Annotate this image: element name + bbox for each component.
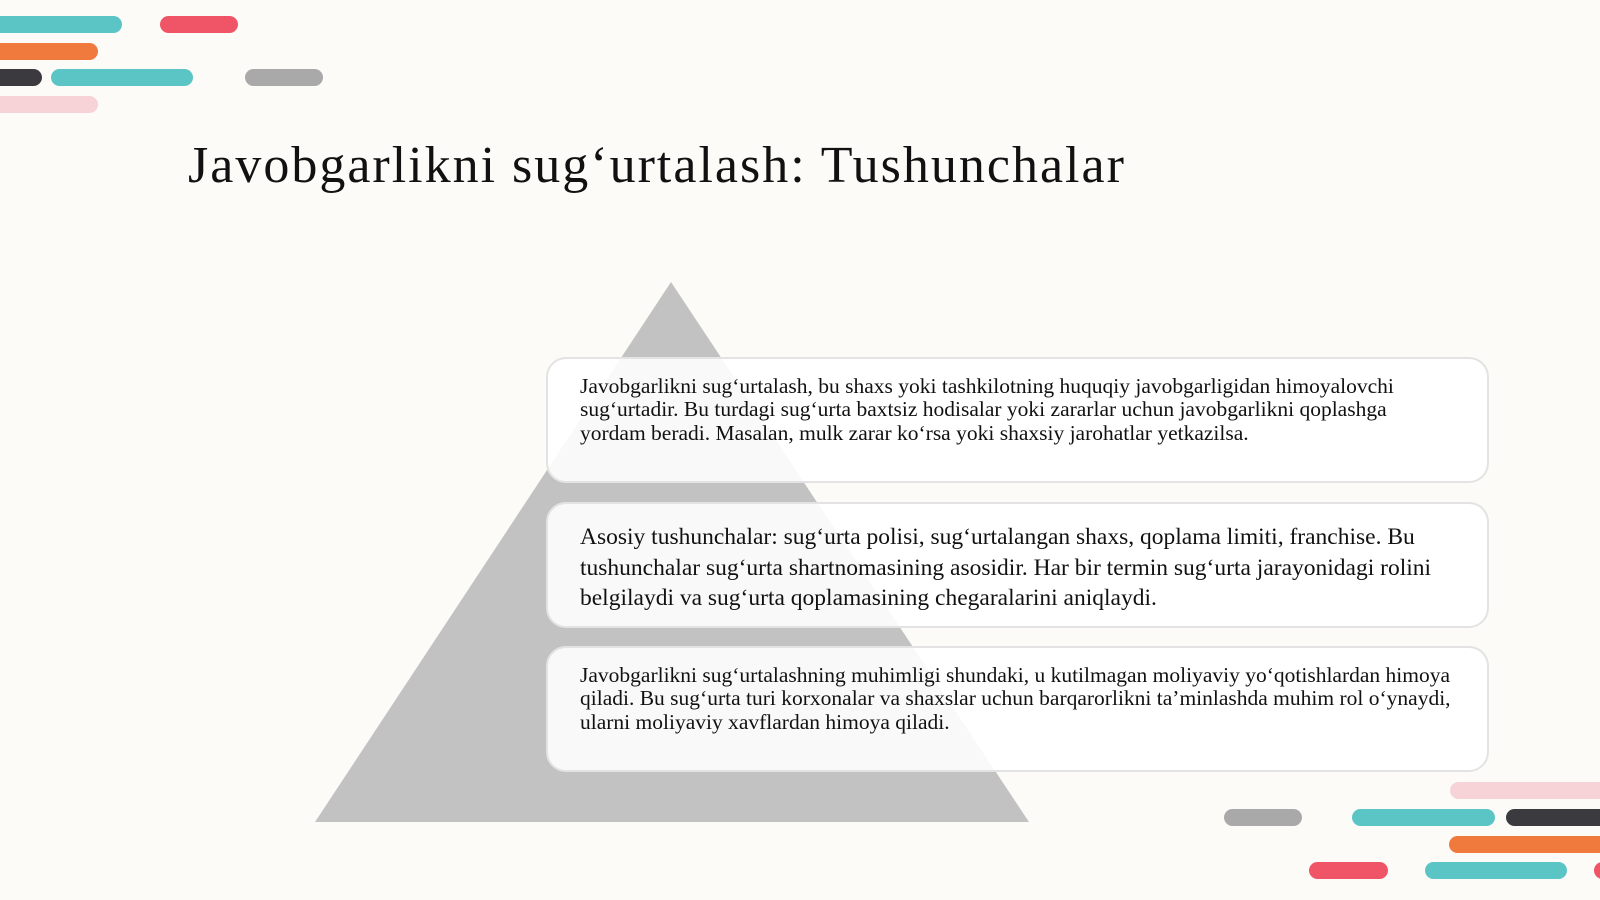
concept-card-text: Javobgarlikni sug‘urtalash, bu shaxs yoki tashkilotning huquqiy javobgarligidan himoyalovchi sug‘urtadir. Bu turdagi sug‘urta baxtsiz hodisalar yoki zararlar uchun javobgarlikni qoplashga yordam beradi. Masalan, mulk zarar ko‘rsa yoki shaxsiy jarohatlar yetkazilsa. xyxy=(580,374,1394,445)
decor-pill-coral xyxy=(1594,862,1600,879)
decor-pill-pink xyxy=(0,96,98,113)
decor-pill-teal xyxy=(51,69,193,86)
decor-pill-charcoal xyxy=(1506,809,1600,826)
concept-card-key-terms xyxy=(546,502,1489,628)
decor-pill-gray xyxy=(1224,809,1302,826)
concept-card-importance xyxy=(546,646,1489,772)
decor-pill-orange xyxy=(0,43,98,60)
decor-pill-orange xyxy=(1449,836,1600,853)
concept-card-text: Javobgarlikni sug‘urtalashning muhimligi shundaki, u kutilmagan moliyaviy yo‘qotishlardan himoya qiladi. Bu sug‘urta turi korxonalar va shaxslar uchun barqarorlikni ta’minlashda muhim rol o‘ynaydi, ularni moliyaviy xavflardan himoya qiladi. xyxy=(580,663,1451,734)
decor-pill-charcoal xyxy=(0,69,42,86)
decor-pill-teal xyxy=(1352,809,1495,826)
slide-title: Javobgarlikni sug‘urtalash: Tushunchalar xyxy=(188,137,1126,194)
decor-pill-gray xyxy=(245,69,323,86)
decor-pill-coral xyxy=(1309,862,1388,879)
concept-card-definition xyxy=(546,357,1489,483)
concept-card-text: Asosiy tushunchalar: sug‘urta polisi, sug‘urtalangan shaxs, qoplama limiti, franchise. Bu tushunchalar sug‘urta shartnomasining asosidir. Har bir termin sug‘urta jarayonidagi rolini belgilaydi va sug‘urta qoplamasining chegaralarini aniqlaydi. xyxy=(580,524,1432,612)
decor-pill-pink xyxy=(1450,782,1600,799)
decor-pill-coral xyxy=(160,16,238,33)
decor-pill-teal xyxy=(1425,862,1567,879)
decor-pill-teal xyxy=(0,16,122,33)
